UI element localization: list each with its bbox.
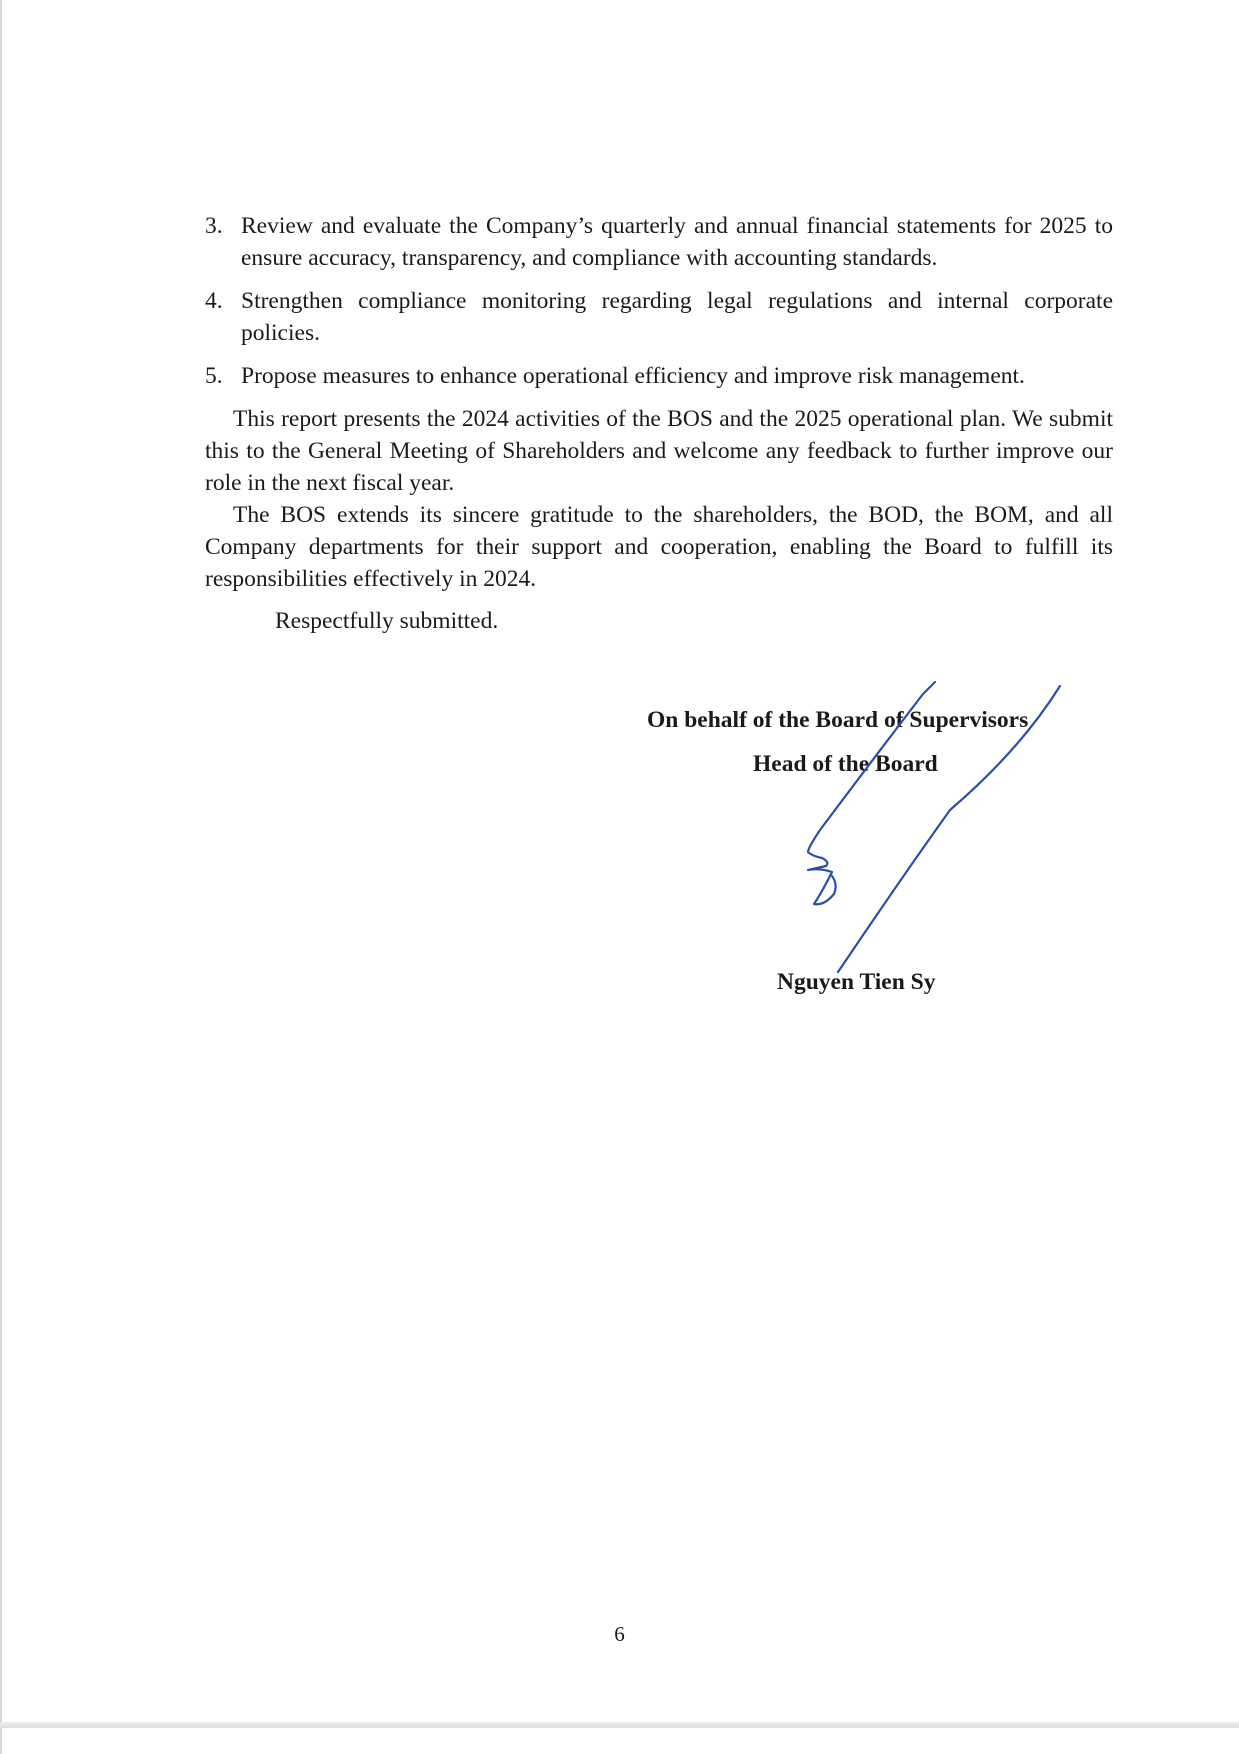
list-text: Strengthen compliance monitoring regarding legal regulations and internal corporate policies.: [241, 288, 1113, 346]
gratitude-paragraph: The BOS extends its sincere gratitude to the shareholders, the BOD, the BOM, and all Company departments for their support and cooperation, enabling the Board to fulfill its responsibilities effectively in 2024.: [205, 502, 1113, 592]
document-body: [205, 210, 1113, 637]
signatory-name: Nguyen Tien Sy: [777, 969, 936, 995]
signature-role: Head of the Board: [753, 751, 938, 777]
list-text: Review and evaluate the Company’s quarterly and annual financial statements for 2025 to ensure accuracy, transparency, and compliance with accounting standards.: [241, 213, 1113, 271]
list-item: [205, 360, 1113, 392]
report-paragraph: This report presents the 2024 activities of the BOS and the 2025 operational plan. We submit this to the General Meeting of Shareholders and welcome any feedback to further improve our role in the next fiscal year.: [205, 406, 1113, 496]
handwritten-signature: [760, 680, 1080, 990]
list-number: 5.: [205, 363, 223, 389]
list-text: Propose measures to enhance operational efficiency and improve risk management.: [241, 363, 1025, 389]
page-edge-left: [0, 0, 2, 1754]
closing-line: Respectfully submitted.: [275, 608, 499, 634]
list-item: [205, 285, 1113, 349]
list-item: [205, 210, 1113, 274]
signature-stroke: [838, 686, 1060, 972]
signature-stroke: [808, 858, 836, 904]
signature-title: On behalf of the Board of Supervisors: [647, 707, 1029, 733]
page-edge-bottom: [0, 1722, 1239, 1728]
page-number: 6: [614, 1622, 625, 1646]
list-number: 4.: [205, 288, 223, 314]
signature-stroke: [808, 682, 935, 858]
list-number: 3.: [205, 213, 223, 239]
